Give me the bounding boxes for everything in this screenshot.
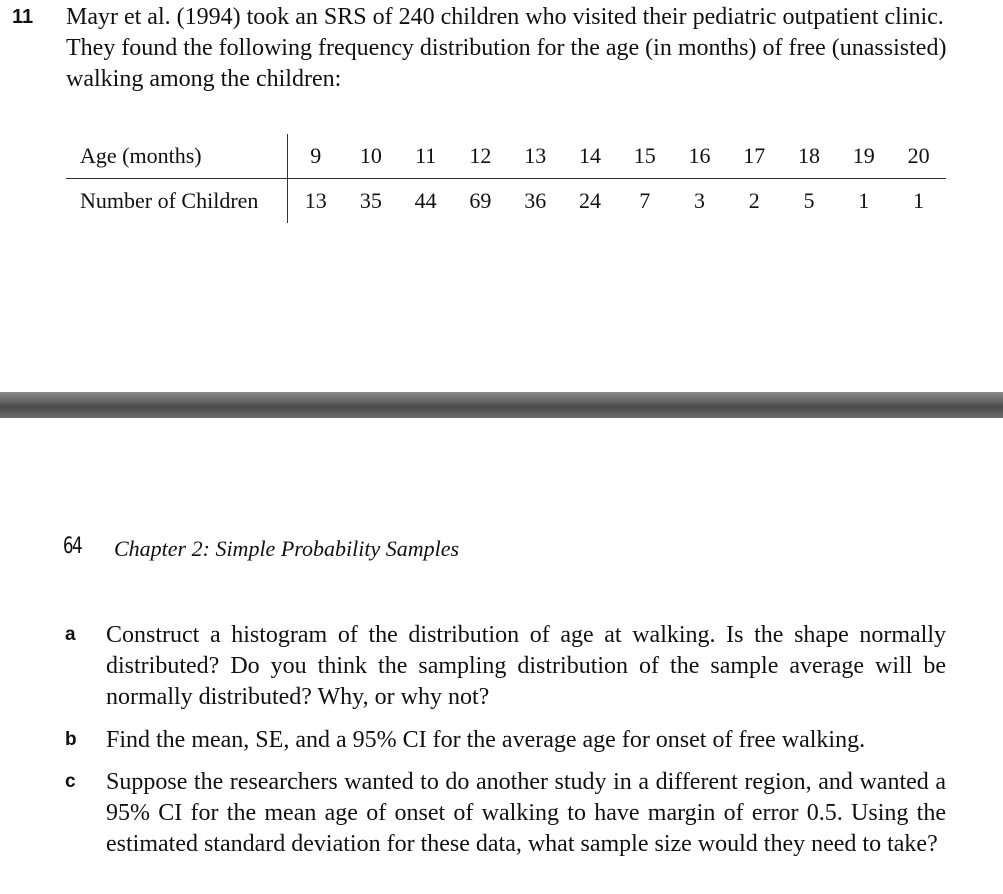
table-cell: 13 (288, 179, 344, 224)
table-cell: 2 (748, 188, 760, 213)
table-cell: 10 (344, 134, 399, 179)
part-text-a: Construct a histogram of the distribution of age at walking. Is the shape normally distributed? Do you think the sampling distribution of the sample average will be normally distributed? Why, or why not? (106, 622, 946, 710)
frequency-table (66, 134, 946, 223)
part-label-c: c (65, 771, 76, 792)
problem-number: 11 (12, 6, 34, 28)
table-cell: 7 (639, 188, 651, 213)
part-text-c: Suppose the researchers wanted to do another study in a different region, and wanted a 95% CI for the mean age of onset of walking to have margin of error 0.5. Using the estimated standard deviation for these data, what sample size would they need to take? (106, 769, 946, 857)
row-label-age: Age (months) (66, 134, 288, 179)
table-cell: 69 (469, 188, 492, 213)
table-cell: 1 (913, 188, 925, 213)
table-row-counts (66, 179, 946, 224)
table-cell: 36 (524, 188, 547, 213)
table-cell: 35 (359, 188, 382, 213)
table-cell: 18 (782, 134, 837, 179)
table-cell: 9 (288, 134, 344, 179)
table-row-ages (66, 134, 946, 179)
chapter-title: Chapter 2: Simple Probability Samples (114, 536, 460, 561)
table-cell: 15 (617, 134, 672, 179)
problem-statement: Mayr et al. (1994) took an SRS of 240 children who visited their pediatric outpatient clinic. They found the following frequency distribution for the age (in months) of free (unassisted) walking among the children: (66, 4, 947, 92)
table-cell: 16 (672, 134, 727, 179)
table-cell: 17 (727, 134, 782, 179)
row-label-children: Number of Children (80, 188, 259, 213)
part-text-b: Find the mean, SE, and a 95% CI for the average age for onset of free walking. (106, 727, 866, 753)
table-cell: 1 (858, 188, 870, 213)
table-cell: 11 (398, 134, 453, 179)
table-cell: 3 (693, 188, 705, 213)
table-cell: 13 (508, 134, 563, 179)
table-cell: 19 (836, 134, 891, 179)
table-cell: 24 (578, 188, 601, 213)
part-label-b: b (65, 729, 77, 750)
table-cell: 12 (453, 134, 508, 179)
page-break-divider (0, 392, 1003, 418)
page-number: 64 (63, 534, 81, 559)
table-cell: 44 (414, 188, 437, 213)
table-cell: 14 (563, 134, 618, 179)
part-label-a: a (65, 624, 76, 645)
table-cell: 5 (803, 188, 815, 213)
table-cell: 20 (891, 134, 946, 179)
